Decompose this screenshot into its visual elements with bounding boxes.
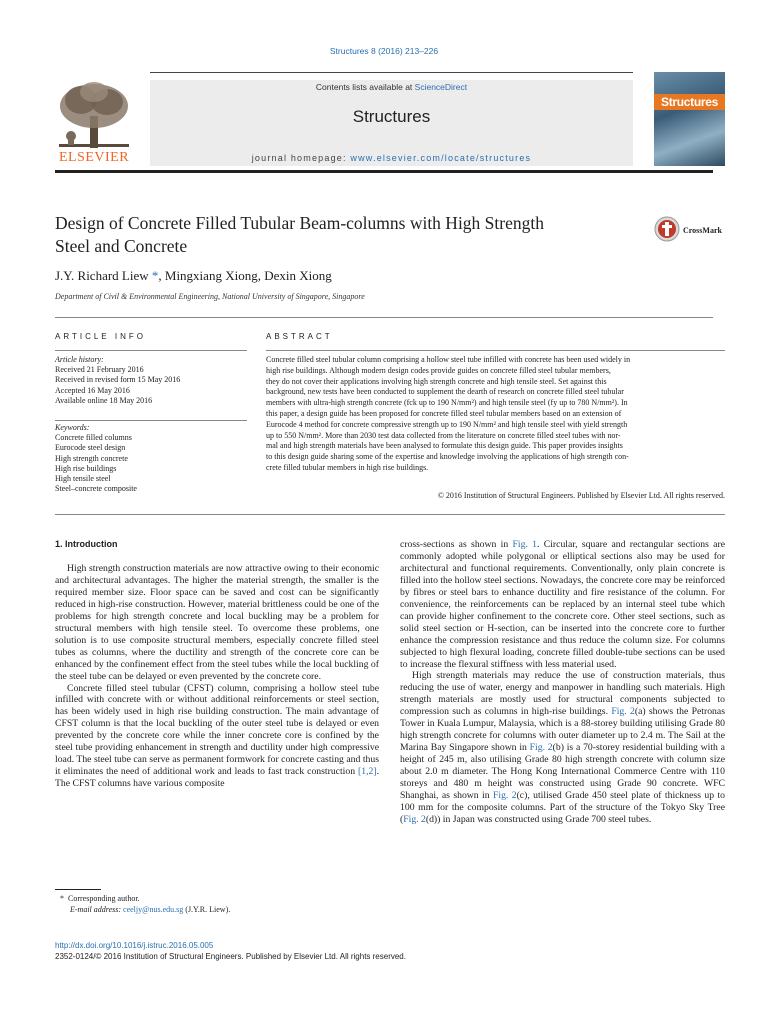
history-online: Available online 18 May 2016 bbox=[55, 395, 153, 405]
abstract-line: to this design guide sharing some of the expertise and knowledge involving the applications of high strength con- bbox=[266, 452, 629, 462]
paragraph-text: . The CFST columns have various composite bbox=[55, 766, 379, 790]
crossmark-icon[interactable] bbox=[654, 216, 680, 242]
corresponding-author-marker[interactable]: * bbox=[151, 268, 159, 283]
journal-cover-image[interactable] bbox=[654, 72, 725, 166]
abstract-line: this paper, a design guide has been proposed for concrete filled steel tubular members based on an extension of bbox=[266, 408, 622, 418]
author-first: J.Y. Richard Liew bbox=[55, 268, 152, 283]
journal-homepage bbox=[150, 153, 633, 163]
paragraph-text: (c), utilised Grade 450 steel plate of thickness up to 100 mm for the composite columns. Part of the structure of the Tokyo Sky Tree ( bbox=[400, 790, 725, 825]
paragraph-text: (a) shows the Petronas Tower in Kuala Lumpur, Malaysia, which is a 88-storey building utilising Grade 80 high strength concrete for columns with outer diameter up to 2.4 m. The Sail at the Marina Bay Singapore shown in bbox=[400, 706, 725, 754]
keyword: High strength concrete bbox=[55, 453, 128, 463]
author-rest: , Mingxiang Xiong, Dexin Xiong bbox=[158, 268, 332, 283]
abstract-line: members with ultra-high strength concrete (fck up to 190 N/mm²) and high tensile steel (fy up to 780 N/mm²). In bbox=[266, 398, 628, 408]
footnote-email bbox=[60, 904, 380, 915]
article-title bbox=[55, 212, 615, 258]
keywords-rule bbox=[55, 420, 247, 421]
figure-link[interactable]: Fig. 2 bbox=[611, 706, 635, 718]
footnote-rule bbox=[55, 889, 101, 890]
footnote-corresponding bbox=[60, 893, 380, 904]
abstract-line: mal and high strength materials have been analysed to formulate this design guide. This paper provides insights bbox=[266, 441, 623, 451]
abstract-heading: ABSTRACT bbox=[266, 332, 333, 341]
history-label: Article history: bbox=[55, 355, 104, 364]
body-divider bbox=[55, 514, 725, 515]
affiliation: Department of Civil & Environmental Engineering, National University of Singapore, Singapore bbox=[55, 292, 365, 301]
keyword: Concrete filled columns bbox=[55, 433, 132, 443]
header-bottom-rule bbox=[55, 170, 713, 173]
paragraph-text: . Circular, square and rectangular sections are commonly adopted while polygonal or elliptical sections also may be used for architectural and functional requirements. Conventionally, only plain concrete is filled into the hollow steel sections. Nowadays, the concrete core may be reinforced by fibres or steel bars to enhance ductility and fire resistance of the column. For convenience, the reinforcements can be replaced by an internal steel tube which can provide higher confinement to the concrete core. Other steel sections, such as solid steel section or H-section, can be inserted into the concrete core to further enhance the compression resistance and thus reduce the column size. For columns subjected to high flexural loading, concrete filled double-tube sections can be used to increase the flexural stiffness with less material used. bbox=[400, 539, 725, 670]
abstract-line: up to 550 N/mm². More than 2030 test data collected from the literature on concrete filled steel tubes with nor- bbox=[266, 430, 621, 440]
article-info-heading: ARTICLE INFO bbox=[55, 332, 146, 341]
keywords-list bbox=[55, 423, 247, 494]
history-received: Received 21 February 2016 bbox=[55, 365, 144, 375]
footnote bbox=[60, 893, 380, 915]
header-top-rule bbox=[150, 72, 633, 73]
contents-line bbox=[150, 82, 633, 92]
journal-cover-title: Structures bbox=[654, 94, 725, 110]
footer bbox=[55, 940, 406, 962]
abstract-line: Concrete filled steel tubular column comprising a hollow steel tube infilled with concrete has been used widely in bbox=[266, 355, 631, 364]
homepage-link[interactable]: www.elsevier.com/locate/structures bbox=[350, 153, 532, 163]
title-line-1: Design of Concrete Filled Tubular Beam-columns with High Strength bbox=[55, 213, 544, 233]
paragraph-text: Concrete filled steel tubular (CFST) column, comprising a hollow steel tube infilled with concrete with or without additional reinforcements or steel section, has been widely used in high rise building construction. The main advantage of CFST column is that the local buckling of the outer steel tube is delayed or even prevented by the concrete core while the inner concrete core is confined by the steel tube providing enhancement in strength and ductility under high compressive load. The steel tube can serve as permanent formwork for concrete casting and thus it eliminates the need of additional work and leads to fast track construction bbox=[55, 682, 379, 778]
history-accepted: Accepted 16 May 2016 bbox=[55, 385, 130, 395]
keyword: High tensile steel bbox=[55, 474, 111, 484]
email-suffix: (J.Y.R. Liew). bbox=[183, 905, 231, 914]
paragraph: High strength construction materials are now attractive owing to their economic and architectural advantages. The higher the material strength, the smaller is the required member size. Floor space can be saved and cost can be significantly reduced in high-rise construction. However, material brittleness could be one of the problems for high strength concrete and local buckling may be a problem for structural members with high tensile steel. To overcome these problems, one solution is to use composite structural members, especially concrete filled steel tubes as columns, where the ductility and strength of the concrete core can be enhanced by the confinement effect from the steel tubes while the local buckling of the steel tube can be delayed or even prevented by the concrete core. bbox=[55, 563, 379, 682]
keyword: Steel–concrete composite bbox=[55, 484, 137, 494]
body-left-column bbox=[55, 563, 379, 790]
journal-citation[interactable]: Structures 8 (2016) 213–226 bbox=[329, 46, 439, 56]
abstract-rule bbox=[266, 350, 725, 351]
authors bbox=[55, 268, 332, 284]
figure-link[interactable]: Fig. 2 bbox=[492, 790, 517, 802]
history-revised: Received in revised form 15 May 2016 bbox=[55, 375, 181, 385]
doi-link[interactable]: http://dx.doi.org/10.1016/j.istruc.2016.05.005 bbox=[55, 941, 214, 950]
keywords-label: Keywords: bbox=[55, 423, 90, 432]
paragraph-text: High strength materials may reduce the use of construction materials, thus reducing the use of water, energy and manpower in handling such materials. High strength materials are mostly used for structural components subjected to compression such as columns in high-rise buildings. bbox=[400, 670, 725, 718]
keyword: Eurocode steel design bbox=[55, 443, 126, 453]
abstract-line: high rise buildings. Although modern design codes provide guides on concrete filled steel tubular members, bbox=[266, 365, 611, 375]
footnote-text: Corresponding author. bbox=[68, 894, 140, 903]
abstract-line: they do not cover their applications involving high strength concrete and high tensile steel. Set against this bbox=[266, 376, 607, 386]
abstract-line: background, new tests have been conducted to supplement the dearth of research on concrete filled steel tubular bbox=[266, 387, 624, 397]
figure-link[interactable]: Fig. 1 bbox=[512, 539, 538, 550]
paragraph bbox=[400, 539, 725, 670]
article-history bbox=[55, 355, 247, 406]
abstract-line: crete filled tubular members in high rise buildings. bbox=[266, 462, 429, 472]
figure-link[interactable]: Fig. 2 bbox=[529, 742, 553, 754]
paragraph-text: (d)) in Japan was constructed using Grade 700 steel tubes. bbox=[425, 813, 652, 825]
footnote-star: * bbox=[60, 894, 68, 903]
article-info-rule bbox=[55, 350, 247, 351]
body-right-column bbox=[400, 539, 725, 826]
keyword: High rise buildings bbox=[55, 463, 117, 473]
homepage-prefix: journal homepage: bbox=[251, 153, 351, 163]
journal-name: Structures bbox=[352, 107, 431, 126]
reference-link[interactable]: [1,2] bbox=[358, 766, 377, 778]
paragraph-text: (b) is a 70-storey residential building with a height of 245 m, also utilising Grade 80 high strength concrete with column size about 2.0 m diameter. The Hong Kong International Commerce Centre with 110 storeys and 480 m height was constructed using Grade 90 concrete. WFC Shanghai, as shown in bbox=[400, 742, 725, 802]
crossmark-label[interactable]: CrossMark bbox=[683, 226, 722, 235]
section-heading-introduction: 1. Introduction bbox=[55, 539, 118, 549]
email-label: E-mail address: bbox=[70, 905, 124, 914]
elsevier-wordmark: ELSEVIER bbox=[58, 150, 130, 165]
section-divider bbox=[55, 317, 713, 318]
abstract-line: Eurocode 4 method for concrete compressive strength up to 190 N/mm² and high tensile steel with yield strength bbox=[266, 419, 628, 429]
issn-line: 2352-0124/© 2016 Institution of Structural Engineers. Published by Elsevier Ltd. All rights reserved. bbox=[55, 952, 406, 961]
abstract-body bbox=[266, 355, 725, 474]
title-line-2: Steel and Concrete bbox=[55, 236, 188, 256]
paragraph bbox=[55, 683, 379, 791]
paragraph-text: cross-sections as shown in bbox=[400, 539, 513, 550]
figure-link[interactable]: Fig. 2 bbox=[403, 813, 426, 825]
contents-prefix: Contents lists available at bbox=[315, 82, 415, 92]
paragraph bbox=[400, 670, 725, 825]
sciencedirect-link[interactable]: ScienceDirect bbox=[414, 82, 468, 92]
abstract-copyright: © 2016 Institution of Structural Engineers. Published by Elsevier Ltd. All rights reserved. bbox=[437, 491, 725, 500]
email-link[interactable]: ceeljy@nus.edu.sg bbox=[123, 905, 184, 914]
